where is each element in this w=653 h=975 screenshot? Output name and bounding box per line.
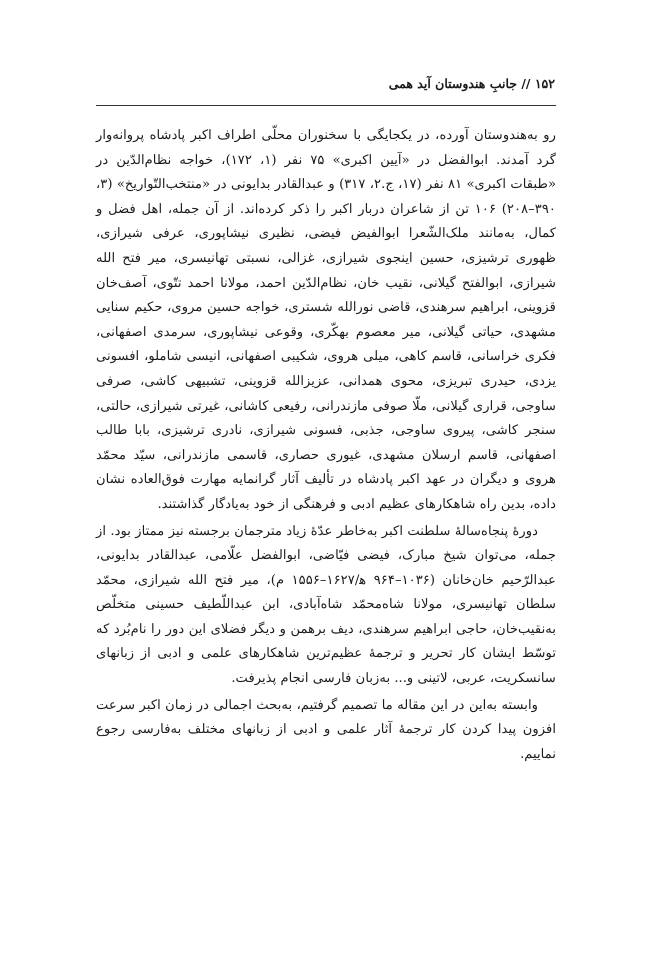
header-separator: // xyxy=(521,76,531,91)
running-header xyxy=(389,76,555,91)
header-rule xyxy=(96,105,556,106)
paragraph-3: وابسته به‌این در این مقاله ما تصمیم گرفتیم، به‌بحث اجمالی در زمان اکبر سرعت افزون پیدا کردن کار ترجمهٔ آثار علمی و ادبی از زبانهای مختلف به‌فارسی رجوع نماییم. xyxy=(96,697,556,762)
paragraph-2: دورهٔ پنجاه‌سالهٔ سلطنت اکبر به‌خاطر عدّهٔ زیاد مترجمان برجسته نیز ممتاز بود. از جمله، می‌توان شیخ مبارک، فیضی فیّاضی، ابوالفضل علّامی، عبدالقادر بدایونی، عبدالرّحیم خان‌خانان (۱۰۳۶–۹۶۴ ه‍/۱۶۲۷–۱۵۵۶ م)، میر فتح الله شیرازی، محمّد سلطان تهانیسری، مولانا شاه‌محمّد شاه‌آبادی، ابن عبداللّطیف حسینی متخلّص به‌نقیب‌خان، حاجی ابراهیم سرهندی، دیف برهمن و دیگر فضلای این دور را نام‌بُرد که توسّط ایشان کار تحریر و ترجمهٔ عظیم‌ترین شاهکارهای علمی و ادبی از زبانهای سانسکریت، عربی، لاتینی و... به‌زبان فارسی انجام پذیرفت. xyxy=(96,523,556,687)
paragraph-1: رو به‌هندوستان آورده، در یکجایگی با سخنوران محلّی اطراف اکبر پادشاه پروانه‌وار گرد آمدند. ابوالفضل در «آیین اکبری» ۷۵ نفر (۱، ۱۷۲)، خواجه نظام‌الدّین در «طبقات اکبری» ۸۱ نفر (۱۷، ج.۲، ۳۱۷) و عبدالقادر بدایونی در «منتخب‌التّواریخ» (۳، ۳۹۰–۲۰۸) ۱۰۶ تن از شاعران دربار اکبر را ذکر کرده‌اند. از آن جمله، اهل فضل و کمال، به‌مانند ملک‌الشّعرا ابوالفیض فیضی، نظیری نیشاپوری، عرفی شیرازی، ظهوری ترشیزی، حسین اینجوی شیرازی، غزالی، نسبتی تهانیسری، میر فتح الله شیرازی، ابوالفتح گیلانی، نقیب خان، نظام‌الدّین احمد، مولانا احمد تتّوی، آصف‌خان قزوینی، ابراهیم سرهندی، قاضی نورالله شستری، خواجه حسین مروی، حکیم سنایی مشهدی، حیاتی گیلانی، میر معصوم بهکّری، وقوعی نیشاپوری، سرمدی اصفهانی، فکری خراسانی، قاسم کاهی، میلی هروی، شکیبی اصفهانی، انیسی شاملو، افسونی یزدی، حیدری تبریزی، محوی همدانی، عزیزالله قزوینی، تشبیهی کاشی، صرفی ساوجی، قراری گیلانی، ملّا صوفی مازندرانی، رفیعی کاشانی، غیرتی شیرازی، حالتی، سنجر کاشی، پیروی ساوجی، جذبی، فسونی شیرازی، نادری ترشیزی، بابا طالب اصفهانی، قاسم ارسلان مشهدی، غیوری حصاری، قاسمی مازندرانی، سیّد محمّد هروی و دیگران در عهد اکبر پادشاه در تألیف آثار گرانمایه مهارت فوق‌العاده نشان داده، بدین راه شاهکارهای عظیم ادبی و فرهنگی از خود به‌یادگار گذاشتند. xyxy=(96,128,557,512)
page-number: ۱۵۲ xyxy=(534,76,555,91)
running-title: جانبِ هندوستان آید همی xyxy=(388,76,517,91)
body-text xyxy=(96,124,556,769)
